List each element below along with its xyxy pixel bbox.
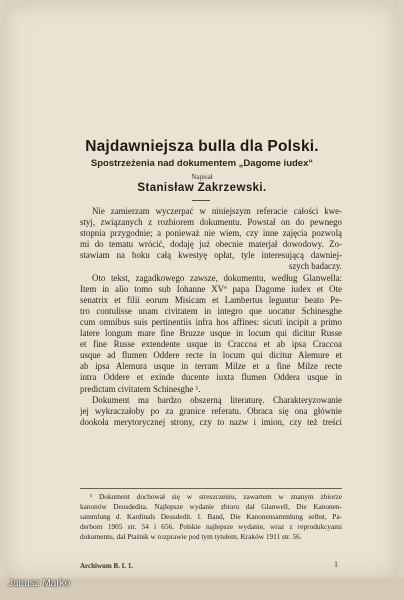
body-line: Dokument ma bardzo obszerną literaturę. Charakteryzowanie [92,394,342,405]
body-line: et fine Russe extendente usque in Craccoa et ab ipsa Craccoa [80,339,342,350]
body-line: mi do tematu wrócić, dodaję już obecnie materjał dowodowy. Zo- [80,239,342,250]
body-line: Item in alio tomo sub Iohanne XVª papa Dagome iudex et Ote [80,283,342,294]
body-line: cum omnibus suis pertinentiis infra hos affines: sicuti incipit a primo [80,316,342,327]
document-subtitle: Spostrzeżenia nad dokumentem „Dagome iudex“ [90,158,314,169]
body-line: tro contulisse unam civitatem in integro que uocatur Schinesghe [80,305,342,316]
body-line: predictam civitatem Schinesghe ¹. [80,383,201,394]
footer-signature: Archiwum B. I. 1. [80,562,134,570]
footnote-line: dokumentu, dał Ptaśnik w rozprawie pod tym tytułem, Kraków 1911 str. 56. [80,532,302,541]
footnote-line: sammlung d. Kardinals Deusdedit. I. Band, Die Kanonensammlung selbst, Pa- [80,512,342,521]
footnote-line: kanonów Deusdedita. Najlepsze wydanie zbioru dał Glanwell, Die Kanonen- [80,502,342,511]
body-line: styj, związanych z rozbiorem dokumentu. Powstał on do pewnego [80,217,342,228]
body-line: Oto tekst, zagadkowego zawsze, dokumentu, według Glanwella: [92,272,342,283]
watermark: Janusz Marko [8,578,71,589]
body-line: stopnia przygodnie; a ponieważ nie wiem, czy inne zajęcia pozwolą [80,228,342,239]
body-line: latere longum mare fine Bruzze usque in locum qui dicitur Russe [80,328,342,339]
page-number: 1 [334,560,338,569]
body-line: stawiam na boku całą kwestyę opłat, tyle interesującą dawniej- [80,250,342,261]
footnotes [80,492,342,542]
footnote-line: derborn 1905 str. 54 i 656. Polskie najlepsze wydanie, wraz z reprodukcyami [80,522,342,531]
author-name: Stanisław Zakrzewski. [137,182,267,194]
body-line: usque ad flumen Oddere recte in locum qui dicitur Alemure et [80,350,342,361]
body-line: dookoła merytorycznej strony, czy to nazw i imion, czy też treści [80,416,342,427]
document-title: Najdawniejsza bulla dla Polski. [85,138,319,155]
body-line: Nie zamierzam wyczerpać w niniejszym referacie całości kwe- [92,206,342,216]
byline-label: Napisał [191,173,213,181]
body-line: senatrix et filii eorum Misicam et Lambertus leguntur beato Pe- [80,294,342,305]
footnote-divider [80,488,342,489]
body-line: ab ipsa Alemura usque in terram Milze et a fine Milze recte [80,361,342,372]
body-line: szych badaczy. [288,261,342,272]
body-text [80,206,342,428]
footnote-line: ¹ Dokument dochował się w streszczeniu, zawartem w znanym zbiorze [90,492,342,501]
title-divider [192,200,210,201]
body-line: intra Oddere et exinde ducente iuxta flumen Oddera usque in [80,372,342,383]
body-line: jej wykraczałoby po za granice referatu. Obraca się ona głównie [80,405,342,416]
